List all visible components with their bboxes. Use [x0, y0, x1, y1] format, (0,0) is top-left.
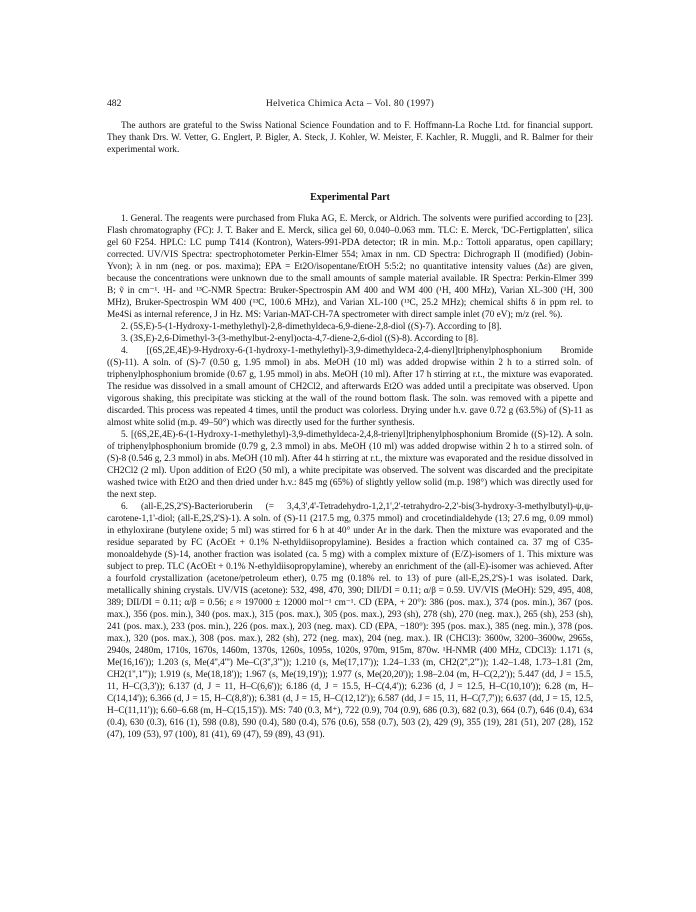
paragraph-general: 1. General. The reagents were purchased from Fluka AG, E. Merck, or Aldrich. The solvents were purified according to [23]. Flash chromatography (FC): J. T. Baker and E. Merck, silica gel 60, 0.040–0.063 mm. TLC: E. Merck, 'DC-Fertigplatten', silica gel 60 F254. HPLC: LC pump T414 (Kontron), Waters-991-PDA detector; tR in min. M.p.: Tottoli apparatus, open capillary; corrected. UV/VIS Spectra: spectrophotometer Perkin-Elmer 554; λmax in nm. CD Spectra: Dichrograph II (modified) (Jobin-Yvon); λ in nm (neg. or pos. maxima); EPA = Et2O/isopentane/EtOH 5:5:2; no quantitative intensity values (Δε) are given, because the concentrations were unknown due to the small amounts of sample material available. IR Spectra: Perkin-Elmer 399 B; ṽ in cm⁻¹. ¹H- and ¹³C-NMR Spectra: Bruker-Spectrospin AM 400 and WM 400 (¹H, 400 MHz), Varian XL-300 (¹H, 300 MHz), Bruker-Spectrospin WM 400 (¹³C, 100.6 MHz), and Varian XL-100 (¹³C, 25.2 MHz); chemical shifts δ in ppm rel. to Me4Si as internal reference, J in Hz. MS: Varian-MAT-CH-7A spectrometer with direct sample inlet (70 eV); m/z (rel. %).	[107, 214, 593, 320]
section-heading: Experimental Part	[310, 192, 390, 203]
acknowledgement-paragraph: The authors are grateful to the Swiss National Science Foundation and to F. Hoffmann-La Roche Ltd. for financial support. They thank Drs. W. Vetter, G. Englert, P. Bigler, A. Steck, J. Kohler, W. Meister, F. Kachler, R. Muggli, and R. Balmer for their experimental work.	[107, 121, 593, 155]
journal-title: Helvetica Chimica Acta – Vol. 80 (1997)	[265, 98, 435, 109]
paragraph-compound-8: 3. (3S,E)-2,6-Dimethyl-3-(3-methylbut-2-enyl)octa-4,7-diene-2,6-diol ((S)-8). According to [8].	[121, 334, 479, 344]
paragraph-bacterioruberin: 6. (all-E,2S,2'S)-Bacterioruberin (= 3,4,3',4'-Tetradehydro-1,2,1',2'-tetrahydro-2,2'-bis(3-hydroxy-3-methylbutyl)-ψ,ψ-carotene-1,1'-diol; (all-E,2S,2'S)-1). A soln. of (S)-11 (217.5 mg, 0.375 mmol) and crocetindialdehyde (13; 27.6 mg, 0.09 mmol) in ethyloxirane (butylene oxide; 5 ml) was stirred for 6 h at 40° under Ar in the dark. Then the mixture was evaporated and the residue separated by FC (AcOEt + 0.1% N-ethyldiisopropylamine). Besides a fraction which contained ca. 37 mg of C35-monoaldehyde (S)-14, another fraction was isolated (ca. 5 mg) with a complex mixture of (E/Z)-isomers of 1. This mixture was subject to prep. TLC (AcOEt + 0.1% N-ethyldiisopropylamine), whereby an enrichment of the (all-E)-isomer was achieved. After a fourfold crystallization (acetone/petroleum ether), 0.75 mg (0.18% rel. to 13) of pure (all-E,2S,2'S)-1 was isolated. Dark, metallically shining crystals. UV/VIS (acetone): 532, 498, 470, 390; DII/DI = 0.11; α/β = 0.59. UV/VIS (MeOH): 529, 495, 408, 389; DII/DI = 0.11; α/β = 0.56; ε ≈ 197000 ± 12000 mol⁻¹ cm⁻¹. CD (EPA, + 20°): 386 (pos. max.), 374 (pos. min.), 367 (pos. max.), 356 (pos. min.), 340 (pos. max.), 315 (pos. max.), 305 (pos. max.), 293 (sh), 278 (sh), 270 (neg. max.), 265 (sh), 253 (sh), 241 (pos. max.), 233 (pos. min.), 226 (pos. max.), 203 (neg. max). CD (EPA, −180°): 395 (pos. max.), 385 (neg. min.), 378 (pos. max.), 320 (pos. max.), 308 (pos. max.), 282 (sh), 272 (neg. max), 204 (neg. max.). IR (CHCl3): 3600w, 3200–3600w, 2965s, 2940s, 2480m, 1710s, 1670s, 1460m, 1370s, 1260s, 1095s, 1020s, 970m, 915m, 870w. ¹H-NMR (400 MHz, CDCl3): 1.171 (s, Me(16,16')); 1.203 (s, Me(4'',4''') Me–C(3'',3''')); 1.210 (s, Me(17,17')); 1.24–1.33 (m, CH2(2'',2''')); 1.42–1.48, 1.73–1.81 (2m, CH2(1'',1''')); 1.919 (s, Me(18,18')); 1.967 (s, Me(19,19')); 1.977 (s, Me(20,20')); 1.98–2.04 (m, H–C(2,2')); 5.447 (dd, J = 15.5, 11, H–C(3,3')); 6.137 (d, J = 11, H–C(6,6')); 6.186 (d, J = 15.5, H–C(4,4')); 6.236 (d, J = 12.5, H–C(10,10')); 6.28 (m, H–C(14,14')); 6.366 (d, J = 15, H–C(8,8')); 6.381 (d, J = 15, H–C(12,12')); 6.587 (dd, J = 15, 11, H–C(7,7')); 6.637 (dd, J = 15, 12.5, H–C(11,11')); 6.60–6.68 (m, H–C(15,15')). MS: 740 (0.3, M⁺), 722 (0.9), 704 (0.9), 686 (0.3), 682 (0.3), 664 (0.7), 646 (0.4), 634 (0.4), 630 (0.3), 616 (1), 598 (0.8), 590 (0.4), 580 (0.4), 576 (0.6), 558 (0.7), 503 (2), 429 (9), 355 (19), 281 (51), 207 (28), 152 (47), 109 (53), 97 (100), 81 (41), 69 (47), 59 (89), 43 (91).	[107, 502, 593, 740]
paragraph-compound-11: 4. [(6S,2E,4E)-9-Hydroxy-6-(1-hydroxy-1-methylethyl)-3,9-dimethyldeca-2,4-dienyl]triphenylphosphonium Bromide ((S)-11). A soln. of (S)-7 (0.50 g, 1.95 mmol) in abs. MeOH (10 ml) was added dropwise within 2 h to a stirred soln. of triphenylphosphonium bromide (0.67 g, 1.95 mmol) in abs. MeOH (10 ml). After 17 h stirring at r.t., the mixture was evaporated. The residue was dissolved in a small amount of CH2Cl2, and afterwards Et2O was added until a precipitate was observed. Upon vigorous shaking, this precipitate was sticking at the wall of the round bottom flask. The soln. was removed with a pipette and discarded. This process was repeated 4 times, until the product was colorless. Drying under h.v. gave 0.72 g (63.5%) of (S)-11 as almost white solid (m.p. 49–50°) which was directly used for the further synthesis.	[107, 346, 593, 428]
body-text	[107, 120, 593, 741]
paragraph-compound-12: 5. [(6S,2E,4E)-6-(1-Hydroxy-1-methylethyl)-3,9-dimethyldeca-2,4,8-trienyl]triphenylphosphonium Bromide ((S)-12). A soln. of triphenylphosphonium bromide (0.79 g, 2.3 mmol) in abs. MeOH (10 ml) was added dropwise within 2 h to a stirred soln. of (S)-8 (0.546 g, 2.3 mmol) in abs. MeOH (10 ml). After 44 h stirring at r.t., the mixture was evaporated and the residue dissolved in CH2Cl2 (2 ml). Upon addition of Et2O (50 ml), a white precipitate was observed. The solvent was discarded and the precipitate washed twice with Et2O and then dried under h.v.: 845 mg (65%) of slightly yellow solid (m.p. 198°) which was directly used for the next step.	[107, 430, 593, 500]
page-number: 482	[107, 98, 122, 109]
paragraph-compound-7: 2. (5S,E)-5-(1-Hydroxy-1-methylethyl)-2,8-dimethyldeca-6,9-diene-2,8-diol ((S)-7). According to [8].	[121, 322, 502, 332]
